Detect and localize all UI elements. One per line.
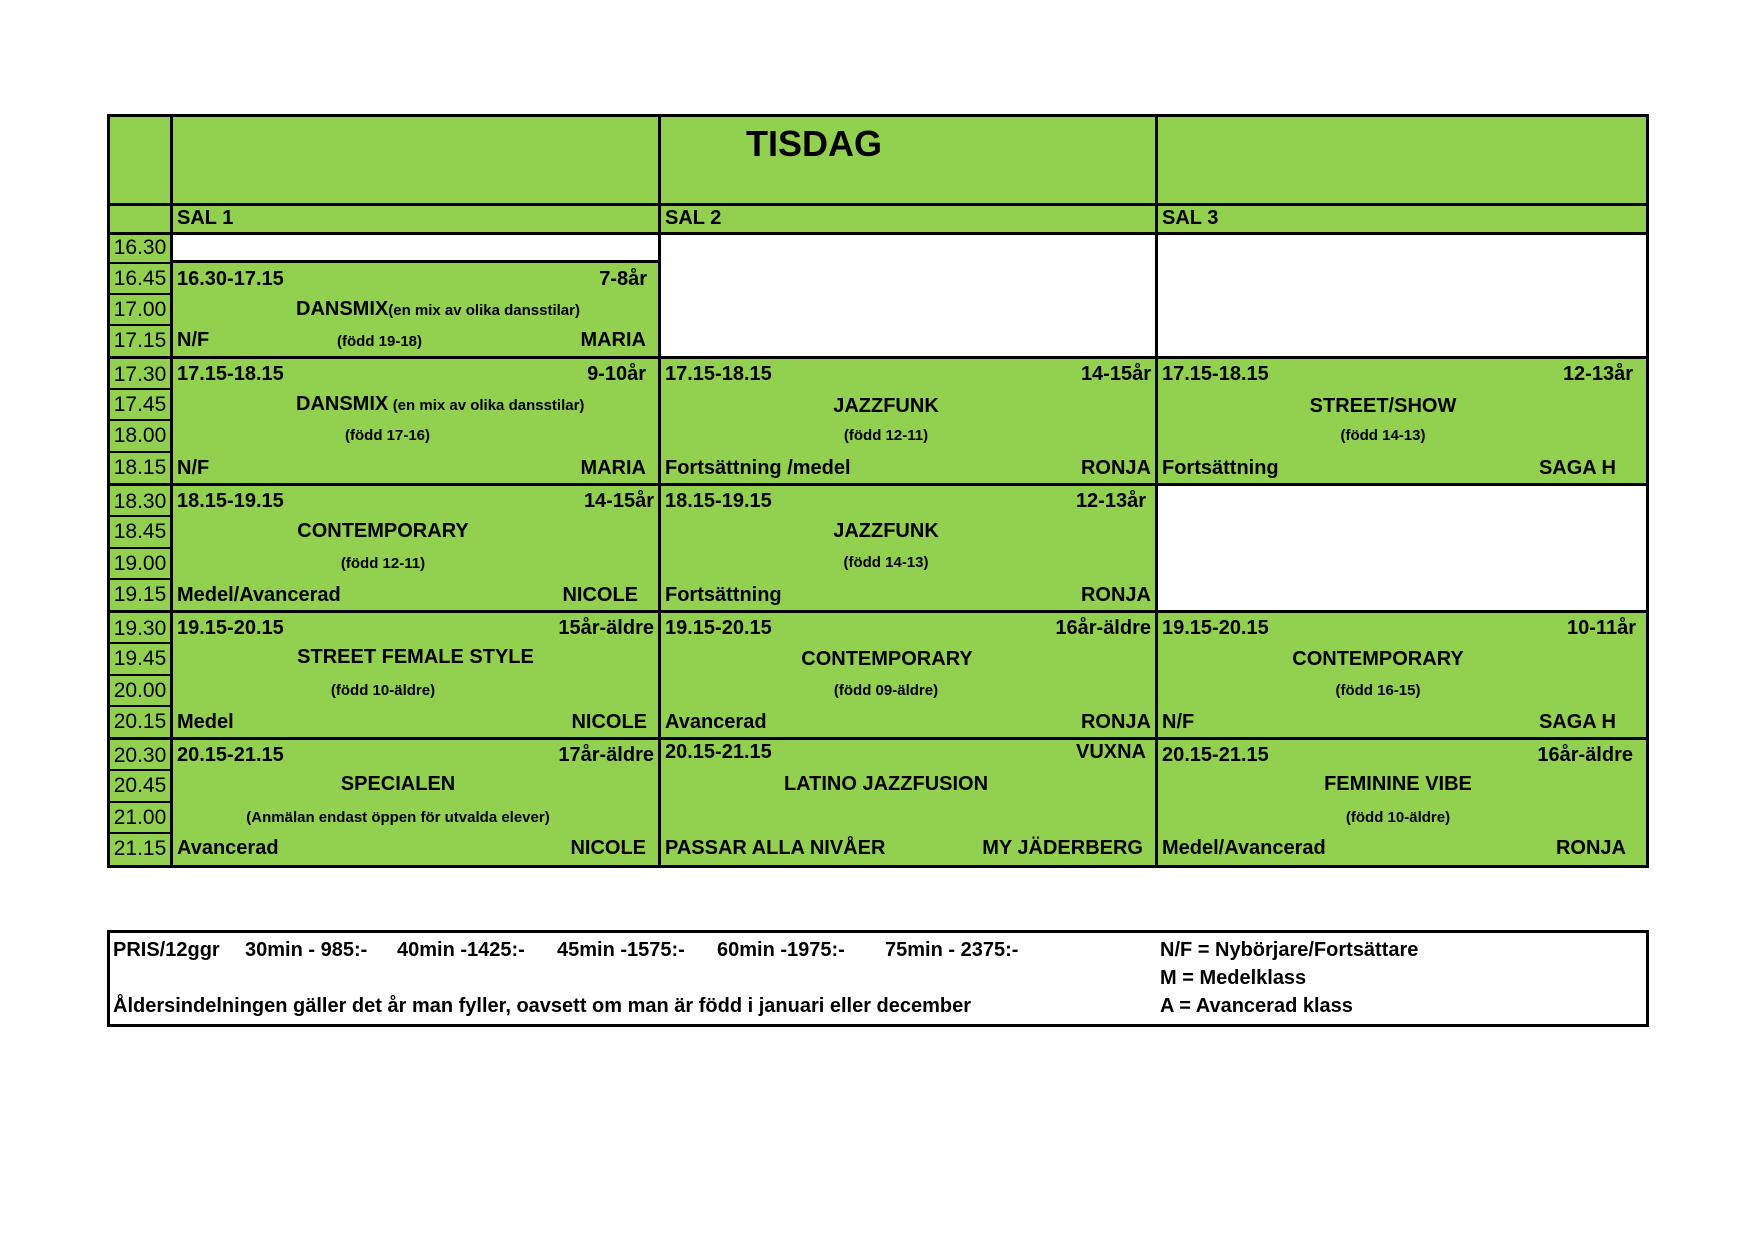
class-born: (född 19-18) — [337, 333, 423, 350]
class-level: N/F — [177, 329, 210, 351]
class-age: 10-11år — [1567, 617, 1636, 639]
class-age: 15år-äldre — [558, 617, 654, 639]
day-title: TISDAG — [746, 123, 883, 164]
class-time: 17.15-18.15 — [177, 363, 284, 385]
time-label: 17.30 — [113, 363, 167, 386]
time-label: 18.30 — [113, 490, 167, 513]
class-title — [296, 393, 584, 416]
class-teacher: NICOLE — [571, 711, 647, 733]
time-label: 19.30 — [113, 617, 167, 640]
class-born: (född 14-13) — [1340, 427, 1426, 444]
time-label: 18.00 — [113, 424, 167, 447]
time-label: 19.45 — [113, 647, 167, 670]
class-age: 14-15år — [1080, 363, 1151, 385]
time-label: 16.30 — [113, 236, 167, 259]
price-item: 40min -1425:- — [397, 939, 525, 961]
class-time: 19.15-20.15 — [177, 617, 284, 639]
class-teacher: RONJA — [1080, 457, 1151, 479]
time-label: 21.00 — [113, 806, 167, 829]
class-name: DANSMIX — [296, 298, 389, 320]
class-time: 20.15-21.15 — [1162, 744, 1269, 766]
class-level: Fortsättning — [665, 584, 782, 606]
class-age: 12-13år — [1075, 490, 1146, 512]
time-label: 21.15 — [113, 837, 167, 860]
class-name: CONTEMPORARY — [297, 520, 469, 542]
class-name: SPECIALEN — [340, 773, 456, 795]
class-born: (född 17-16) — [345, 427, 431, 444]
class-time: 18.15-19.15 — [665, 490, 772, 512]
time-label: 18.45 — [113, 520, 167, 543]
class-name: JAZZFUNK — [833, 520, 939, 542]
class-name: STREET FEMALE STYLE — [297, 646, 534, 668]
class-age: 14-15år — [583, 490, 654, 512]
class-teacher: RONJA — [1080, 711, 1151, 733]
time-label: 20.45 — [113, 774, 167, 797]
class-level: Medel/Avancerad — [177, 584, 341, 606]
class-age: 12-13år — [1562, 363, 1633, 385]
price-item: 75min - 2375:- — [885, 939, 1019, 961]
class-teacher: SAGA H — [1538, 457, 1616, 479]
class-born: (född 09-äldre) — [833, 682, 939, 699]
time-label: 19.15 — [113, 583, 167, 606]
time-label: 20.15 — [113, 710, 167, 733]
class-level: Fortsättning /medel — [665, 457, 851, 479]
age-note: Åldersindelningen gäller det år man fyller, oavsett om man är född i januari eller december — [113, 995, 972, 1017]
class-born: (född 10-äldre) — [330, 682, 436, 699]
class-born: (född 12-11) — [843, 427, 929, 444]
class-note: (en mix av olika dansstilar) — [388, 302, 580, 319]
class-time: 20.15-21.15 — [177, 744, 284, 766]
price-item: 30min - 985:- — [245, 939, 368, 961]
time-label: 17.15 — [113, 329, 167, 352]
class-level: Avancerad — [665, 711, 767, 733]
class-born: (född 16-15) — [1335, 682, 1421, 699]
class-teacher: RONJA — [1555, 837, 1626, 859]
class-teacher: RONJA — [1080, 584, 1151, 606]
time-label: 19.00 — [113, 552, 167, 575]
time-label: 20.30 — [113, 744, 167, 767]
class-title — [296, 298, 580, 321]
class-age: 9-10år — [587, 363, 646, 385]
class-name: FEMININE VIBE — [1324, 773, 1472, 795]
class-age: 7-8år — [599, 268, 647, 290]
class-note: (en mix av olika dansstilar) — [392, 397, 585, 414]
class-level: PASSAR ALLA NIVÅER — [665, 837, 886, 859]
class-teacher: MARIA — [580, 457, 646, 479]
time-label: 16.45 — [113, 267, 167, 290]
class-name: CONTEMPORARY — [1292, 648, 1464, 670]
class-time: 17.15-18.15 — [1162, 363, 1269, 385]
price-info-box — [107, 930, 1649, 1027]
class-level: Medel — [177, 711, 234, 733]
class-time: 17.15-18.15 — [665, 363, 772, 385]
class-teacher: MY JÄDERBERG — [982, 837, 1143, 859]
class-name: DANSMIX — [296, 393, 389, 415]
class-born: (född 12-11) — [340, 555, 426, 572]
sal1-header: SAL 1 — [177, 207, 234, 229]
class-time: 19.15-20.15 — [665, 617, 772, 639]
class-age: 16år-äldre — [1537, 744, 1633, 766]
class-time: 19.15-20.15 — [1162, 617, 1269, 639]
legend-item: M = Medelklass — [1160, 967, 1307, 989]
class-born: (Anmälan endast öppen för utvalda elever) — [246, 809, 550, 826]
class-born: (född 14-13) — [843, 554, 929, 571]
class-name: STREET/SHOW — [1309, 395, 1457, 417]
time-label: 17.45 — [113, 393, 167, 416]
class-teacher: NICOLE — [562, 584, 638, 606]
class-name: LATINO JAZZFUSION — [783, 773, 989, 795]
class-teacher: SAGA H — [1538, 711, 1616, 733]
class-level: Fortsättning — [1162, 457, 1279, 479]
time-label: 20.00 — [113, 679, 167, 702]
class-time: 16.30-17.15 — [177, 268, 284, 290]
class-time: 18.15-19.15 — [177, 490, 284, 512]
price-label: PRIS/12ggr — [113, 939, 220, 961]
price-item: 45min -1575:- — [557, 939, 685, 961]
class-born: (född 10-äldre) — [1345, 809, 1451, 826]
schedule-table — [107, 114, 1649, 868]
time-label: 18.15 — [113, 456, 167, 479]
class-age: VUXNA — [1075, 741, 1146, 763]
class-level: Medel/Avancerad — [1162, 837, 1326, 859]
legend-item: N/F = Nybörjare/Fortsättare — [1160, 939, 1419, 961]
class-level: Avancerad — [177, 837, 279, 859]
price-item: 60min -1975:- — [717, 939, 845, 961]
sal3-header: SAL 3 — [1162, 207, 1219, 229]
class-teacher: NICOLE — [570, 837, 646, 859]
class-age: 17år-äldre — [558, 744, 654, 766]
class-age: 16år-äldre — [1055, 617, 1151, 639]
class-name: CONTEMPORARY — [801, 648, 973, 670]
legend-item: A = Avancerad klass — [1160, 995, 1353, 1017]
class-level: N/F — [1162, 711, 1195, 733]
class-name: JAZZFUNK — [833, 395, 939, 417]
class-teacher: MARIA — [580, 329, 646, 351]
sal2-header: SAL 2 — [665, 207, 722, 229]
time-label: 17.00 — [113, 298, 167, 321]
class-time: 20.15-21.15 — [665, 741, 772, 763]
class-level: N/F — [177, 457, 210, 479]
